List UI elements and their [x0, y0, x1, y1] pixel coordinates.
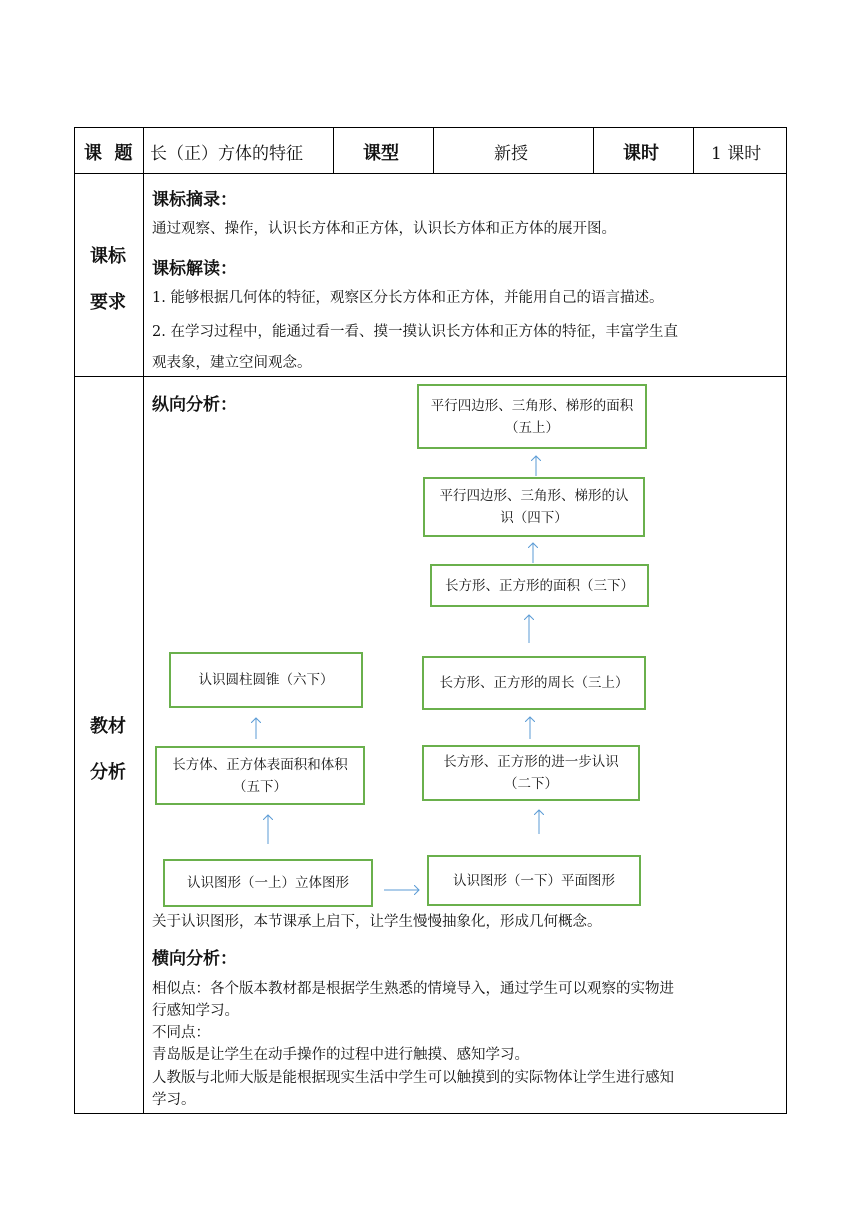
standards-row-label-1: 课标 — [90, 246, 126, 267]
box-know-parallelogram-text: 平行四边形、三角形、梯形的认识（四下） — [439, 488, 629, 526]
box-area-rect-text: 长方形、正方形的面积（三下） — [445, 577, 634, 594]
box-solid-shapes-text: 认识图形（一上）立体图形 — [187, 875, 349, 891]
material-row-label-2: 分析 — [90, 762, 126, 783]
box-perimeter-rect-text: 长方形、正方形的周长（三上） — [439, 675, 629, 691]
excerpt-heading: 课标摘录： — [152, 190, 237, 210]
box-plane-shapes-text: 认识图形（一下）平面图形 — [453, 872, 615, 889]
interp-item-2-line1: 2. 在学习过程中，能通过看一看、摸一摸认识长方体和正方体的特征，丰富学生直 — [152, 324, 678, 340]
standards-row-label-2: 要求 — [90, 292, 126, 313]
period-label: 课时 — [623, 143, 659, 164]
interp-heading: 课标解读： — [152, 259, 237, 279]
horizontal-analysis-heading: 横向分析： — [152, 949, 237, 969]
type-value: 新授 — [494, 144, 528, 164]
interp-item-1: 1. 能够根据几何体的特征，观察区分长方体和正方体，并能用自己的语言描述。 — [152, 290, 664, 306]
box-area-parallelogram-text: 平行四边形、三角形、梯形的面积（五上） — [430, 397, 634, 436]
similar-line1: 相似点：各个版本教材都是根据学生熟悉的情境导入，通过学生可以观察的实物进 — [152, 981, 674, 997]
material-row-label-1: 教材 — [90, 716, 126, 737]
box-cuboid-area-volume-text: 长方体、正方体表面积和体积（五下） — [172, 756, 348, 795]
qingdao-text: 青岛版是让学生在动手操作的过程中进行触摸、感知学习。 — [152, 1047, 529, 1063]
interp-item-2-line2: 观表象，建立空间观念。 — [152, 355, 312, 371]
pep-line2: 学习。 — [152, 1092, 196, 1108]
different-label: 不同点： — [152, 1025, 210, 1041]
vertical-analysis-heading: 纵向分析： — [152, 395, 237, 415]
topic-label: 课 题 — [84, 143, 133, 164]
box-cylinder-cone-text: 认识圆柱圆锥（六下） — [198, 672, 334, 688]
excerpt-text: 通过观察、操作，认识长方体和正方体，认识长方体和正方体的展开图。 — [152, 221, 616, 237]
similar-line2: 行感知学习。 — [152, 1003, 239, 1019]
type-label: 课型 — [363, 143, 399, 164]
topic-value: 长（正）方体的特征 — [150, 144, 303, 164]
period-value: 1 课时 — [711, 144, 762, 164]
pep-line1: 人教版与北师大版是能根据现实生活中学生可以触摸到的实际物体让学生进行感知 — [152, 1070, 674, 1086]
vertical-summary: 关于认识图形，本节课承上启下，让学生慢慢抽象化，形成几何概念。 — [152, 914, 602, 930]
box-further-rect-text: 长方形、正方形的进一步认识（二下） — [443, 754, 619, 792]
